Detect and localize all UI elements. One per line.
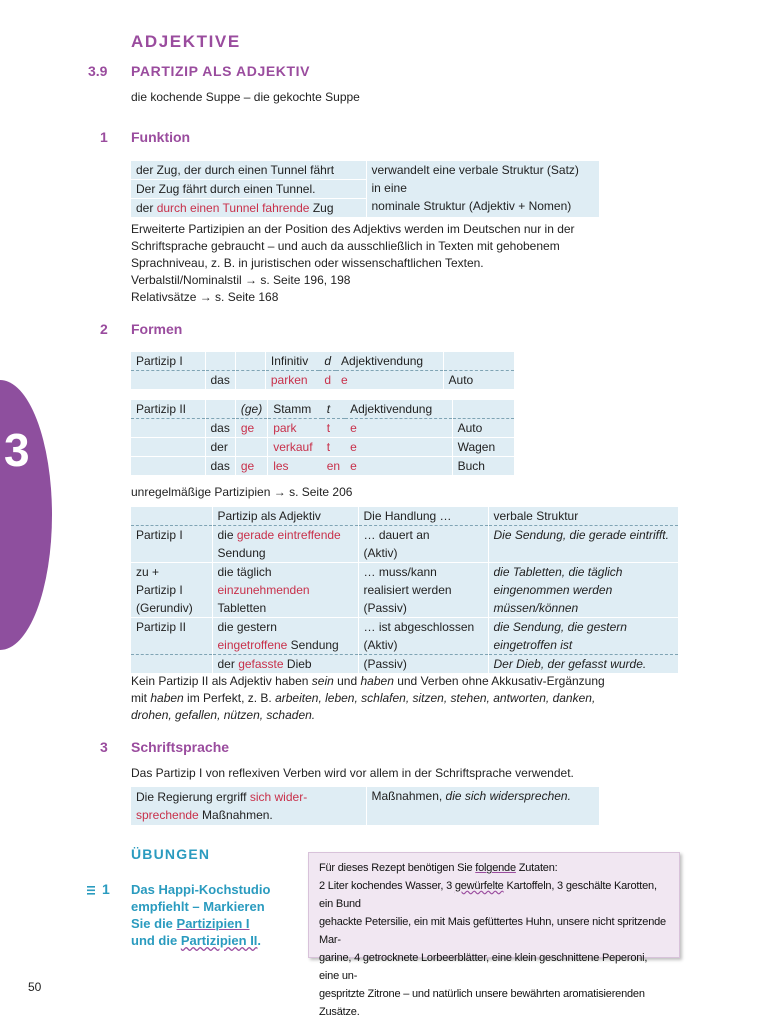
section-title: PARTIZIP ALS ADJEKTIV bbox=[131, 63, 311, 79]
empty-cell bbox=[205, 400, 235, 419]
text-part: und die bbox=[131, 933, 181, 948]
chapter-tab-number: 3 bbox=[4, 424, 30, 476]
text-part: Tabletten bbox=[217, 601, 267, 615]
ge-prefix bbox=[235, 371, 265, 390]
formen-note bbox=[131, 673, 671, 724]
recipe-line bbox=[319, 877, 669, 913]
adjective-cell bbox=[212, 618, 358, 655]
empty-cell bbox=[131, 438, 205, 457]
text-part: Für dieses Rezept benötigen Sie bbox=[319, 862, 476, 874]
text-part: Kartoffeln, 3 geschälte Karotten, ein Bund bbox=[319, 880, 657, 910]
adjective-cell bbox=[212, 655, 358, 674]
stem: parken bbox=[265, 371, 319, 390]
col-header bbox=[131, 507, 212, 526]
article: das bbox=[205, 371, 235, 390]
action-cell: (Passiv) bbox=[358, 655, 488, 674]
verbal-cell: Die Sendung, die gerade eintrifft. bbox=[488, 526, 679, 563]
t-suffix: en bbox=[322, 457, 345, 476]
note-line bbox=[131, 673, 671, 690]
adjective-cell bbox=[212, 526, 358, 563]
reference-relativsaetze: Relativsätze → s. Seite 168 bbox=[131, 290, 279, 304]
text-part: im Perfekt, z. B. bbox=[183, 691, 276, 705]
header-ge bbox=[235, 352, 265, 371]
instruction-line bbox=[131, 915, 270, 932]
partizip1-label: Partizip I bbox=[131, 352, 205, 371]
section-number: 3.9 bbox=[88, 63, 108, 79]
text-part: Zutaten: bbox=[515, 862, 558, 874]
row-label bbox=[131, 655, 212, 674]
recipe-line: gehackte Petersilie, ein mit Mais gefüttertes Huhn, unsere nicht spritzende Mar- bbox=[319, 916, 666, 946]
funktion-left-row: Der Zug fährt durch einen Tunnel. bbox=[131, 180, 366, 199]
page-number: 50 bbox=[28, 980, 42, 994]
stem: park bbox=[268, 419, 322, 438]
ge-prefix: ge bbox=[235, 419, 267, 438]
empty-cell bbox=[131, 457, 205, 476]
highlight-participle: sich wider- bbox=[249, 790, 308, 804]
recipe-box bbox=[308, 852, 680, 1018]
schrift-right-cell bbox=[366, 787, 600, 825]
text-italic: haben bbox=[360, 674, 394, 688]
header-ge: (ge) bbox=[235, 400, 267, 419]
schrift-table bbox=[131, 787, 600, 825]
funktion-number: 1 bbox=[100, 129, 108, 145]
ge-prefix bbox=[235, 438, 267, 457]
funktion-table bbox=[131, 161, 600, 217]
funktion-left-row bbox=[131, 199, 366, 218]
schrift-text: Das Partizip I von reflexiven Verben wird vor allem in der Schriftsprache verwendet. bbox=[131, 766, 574, 780]
text-part: die täglich bbox=[217, 565, 272, 579]
funktion-paragraph: Erweiterte Partizipien an der Position des Adjektivs werden im Deutschen nur in der Schriftsprache gebraucht – und auch da ausschließlich in Texten mit gehobenem Sprachniveau, z. B. in juristischen oder wissenschaftlichen Texten. bbox=[131, 222, 575, 270]
t-suffix: d bbox=[319, 371, 336, 390]
highlight-participle: eingetroffene bbox=[217, 638, 288, 652]
wavy-underlined-term: Partizipien II bbox=[180, 933, 258, 948]
adj-ending: e bbox=[345, 419, 452, 438]
empty-cell bbox=[443, 352, 514, 371]
text-part: der bbox=[217, 657, 239, 671]
recipe-line bbox=[319, 859, 669, 877]
header-stamm: Infinitiv bbox=[265, 352, 319, 371]
text-part: Maßnahmen. bbox=[198, 808, 273, 822]
action-cell: … ist abgeschlossen (Aktiv) bbox=[358, 618, 488, 655]
recipe-line: gespritzte Zitrone – und natürlich unsere bewährten aromatisierenden Zusätze. bbox=[319, 988, 645, 1018]
col-header: Die Handlung … bbox=[358, 507, 488, 526]
action-cell: … muss/kann realisiert werden (Passiv) bbox=[358, 563, 488, 618]
chapter-title: ADJEKTIVE bbox=[131, 32, 241, 51]
article: das bbox=[205, 419, 235, 438]
schrift-left-cell bbox=[131, 787, 366, 825]
instruction-line: empfiehlt – Markieren bbox=[131, 899, 265, 914]
col-header: Partizip als Adjektiv bbox=[212, 507, 358, 526]
irregular-reference: unregelmäßige Partizipien → s. Seite 206 bbox=[131, 485, 353, 499]
empty-cell bbox=[131, 419, 205, 438]
funktion-left-row: der Zug, der durch einen Tunnel fährt bbox=[131, 161, 366, 180]
header-t: t bbox=[322, 400, 345, 419]
partizip2-table bbox=[131, 400, 515, 475]
adjective-cell bbox=[212, 563, 358, 618]
funktion-right-line: verwandelt eine verbale Struktur (Satz) bbox=[371, 163, 579, 177]
header-ending: Adjektivendung bbox=[345, 400, 452, 419]
instruction-line: Das Happi-Kochstudio bbox=[131, 882, 271, 897]
adj-ending: e bbox=[336, 371, 443, 390]
partizip1-table bbox=[131, 352, 515, 389]
row-label: Partizip I bbox=[131, 526, 212, 563]
exercise-list-icon bbox=[86, 884, 98, 896]
uebungen-title: ÜBUNGEN bbox=[131, 846, 211, 862]
highlight-participle: durch einen Tunnel fahrende bbox=[156, 201, 310, 215]
text-part: Die Regierung ergriff bbox=[136, 790, 250, 804]
underlined-term: Partizipien I bbox=[176, 916, 250, 931]
stem: verkauf bbox=[268, 438, 322, 457]
text-part: die gestern bbox=[217, 620, 277, 634]
text-part: 2 Liter kochendes Wasser, 3 bbox=[319, 880, 455, 892]
article: der bbox=[205, 438, 235, 457]
verbal-cell: die Sendung, die gestern eingetroffen ist bbox=[488, 618, 679, 655]
exercise-instruction bbox=[131, 881, 270, 949]
note-line bbox=[131, 690, 671, 707]
text-part: mit bbox=[131, 691, 151, 705]
text-italic: haben bbox=[150, 691, 184, 705]
reference-verbalstil: Verbalstil/Nominalstil → s. Seite 196, 198 bbox=[131, 273, 351, 287]
empty-cell bbox=[452, 400, 514, 419]
adj-ending: e bbox=[345, 438, 452, 457]
text-part: Sendung bbox=[217, 546, 266, 560]
schrift-number: 3 bbox=[100, 739, 108, 755]
ge-prefix: ge bbox=[235, 457, 267, 476]
text-part: Dieb bbox=[283, 657, 312, 671]
header-stamm: Stamm bbox=[268, 400, 322, 419]
row-label: zu + Partizip I (Gerundiv) bbox=[131, 563, 212, 618]
formen-title: Formen bbox=[131, 321, 183, 337]
section-example: die kochende Suppe – die gekochte Suppe bbox=[131, 90, 360, 104]
text-part: Kein Partizip II als Adjektiv haben bbox=[131, 674, 312, 688]
formen-number: 2 bbox=[100, 321, 108, 337]
row-label: Partizip II bbox=[131, 618, 212, 655]
noun: Buch bbox=[452, 457, 514, 476]
highlight-participle: einzunehmenden bbox=[217, 583, 310, 597]
highlight-participle: sprechende bbox=[136, 808, 199, 822]
noun: Auto bbox=[443, 371, 514, 390]
t-suffix: t bbox=[322, 438, 345, 457]
noun: Wagen bbox=[452, 438, 514, 457]
funktion-right-line: in eine bbox=[371, 181, 407, 195]
funktion-title: Funktion bbox=[131, 129, 191, 145]
action-cell: … dauert an (Aktiv) bbox=[358, 526, 488, 563]
stem: les bbox=[268, 457, 322, 476]
article: das bbox=[205, 457, 235, 476]
text-italic: sein bbox=[311, 674, 334, 688]
instruction-line bbox=[131, 932, 270, 949]
participle-table bbox=[131, 507, 679, 673]
text-part: Sendung bbox=[287, 638, 339, 652]
text-part: die bbox=[217, 528, 237, 542]
schrift-title: Schriftsprache bbox=[131, 739, 230, 755]
recipe-line: garine, 4 getrocknete Lorbeerblätter, eine klein geschnittene Peperoni, eine un- bbox=[319, 952, 648, 982]
exercise-number: 1 bbox=[102, 881, 110, 897]
noun: Auto bbox=[452, 419, 514, 438]
text-italic: die sich widersprechen. bbox=[445, 789, 571, 803]
header-ending: Adjektivendung bbox=[336, 352, 443, 371]
t-suffix: t bbox=[322, 419, 345, 438]
text-part: Zug bbox=[309, 201, 334, 215]
wavy-underlined-term: gewürfelte bbox=[454, 880, 504, 892]
header-t: d bbox=[319, 352, 336, 371]
text-part: und Verben ohne Akkusativ-Ergänzung bbox=[393, 674, 605, 688]
empty-cell bbox=[205, 352, 235, 371]
funktion-right-line: nominale Struktur (Adjektiv + Nomen) bbox=[371, 199, 572, 213]
text-part: und bbox=[333, 674, 361, 688]
partizip2-label: Partizip II bbox=[131, 400, 205, 419]
text-part: . bbox=[257, 933, 262, 948]
empty-cell bbox=[131, 371, 205, 390]
funktion-right-cell bbox=[366, 161, 600, 217]
text-part: Maßnahmen, bbox=[371, 789, 446, 803]
verbal-cell: Der Dieb, der gefasst wurde. bbox=[488, 655, 679, 674]
text-part: der bbox=[136, 201, 157, 215]
verbal-cell: die Tabletten, die täglich eingenommen werden müssen/können bbox=[488, 563, 679, 618]
underlined-term: folgende bbox=[475, 862, 516, 874]
col-header: verbale Struktur bbox=[488, 507, 679, 526]
text-part: Sie die bbox=[131, 916, 177, 931]
highlight-participle: gerade eintreffende bbox=[236, 528, 341, 542]
highlight-participle: gefasste bbox=[238, 657, 284, 671]
adj-ending: e bbox=[345, 457, 452, 476]
text-italic: arbeiten, leben, schlafen, sitzen, stehen, antworten, danken, bbox=[275, 691, 596, 705]
note-line: drohen, gefallen, nützen, schaden. bbox=[131, 708, 316, 722]
